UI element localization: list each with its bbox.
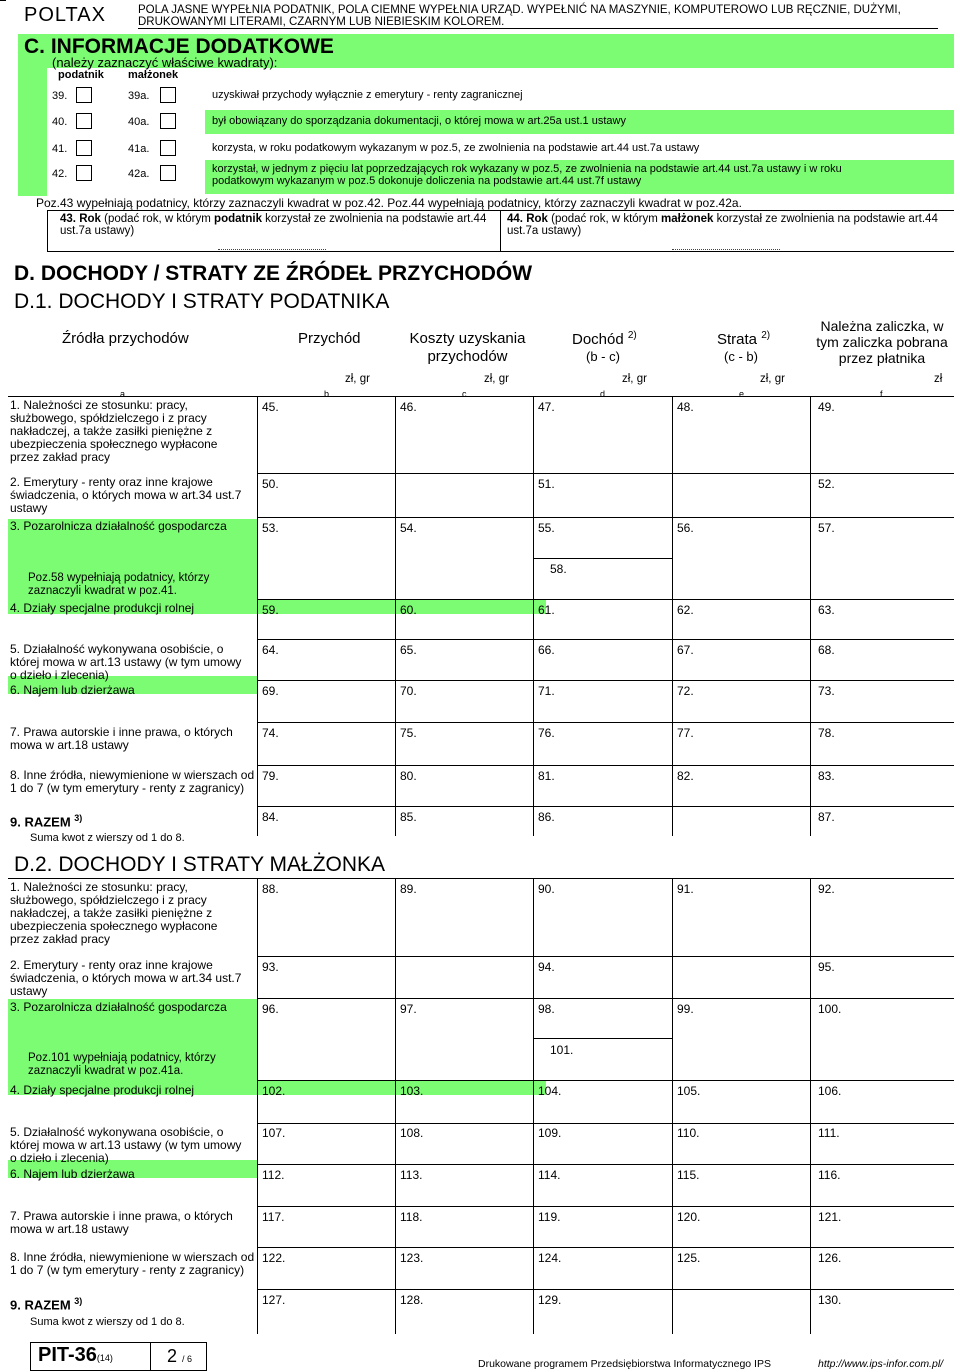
letter-f: f <box>880 389 883 399</box>
field-43-desc-b: korzystał ze zwolnienia na podstawie art.44 ust.7a ustawy) <box>60 213 487 237</box>
d1-cell-55[interactable]: 55. <box>538 521 555 535</box>
d2-row9-sub: Suma kwot z wierszy od 1 do 8. <box>30 1316 185 1328</box>
field-42-text: korzystał, w jednym z pięciu lat poprzedzających rok wykazany w poz.5, ze zwolnienia na podstawie art.44 ust.7a ustawy i w roku podatkowym wykazanym w poz.5 dokonuje doliczenia na podstawie art.44 ust.7f ustawy <box>212 163 842 187</box>
section-d2-title: D.2. DOCHODY I STRATY MAŁŻONKA <box>14 853 386 876</box>
d2-cell-105[interactable]: 105. <box>677 1084 701 1098</box>
footer-form-id <box>38 1344 113 1367</box>
d2-cell-125[interactable]: 125. <box>677 1251 701 1265</box>
footer-printer: Drukowane programem Przedsiębiorstwa Informatycznego IPS <box>478 1358 771 1370</box>
d1-row9-text: 9. RAZEM <box>10 814 71 830</box>
checkbox-41[interactable] <box>76 140 92 156</box>
unit-b: zł, gr <box>345 373 370 385</box>
d2-cell-115[interactable]: 115. <box>677 1168 700 1182</box>
d2-row6-label: 6. Najem lub dzierżawa <box>10 1167 135 1181</box>
d2-cell-123[interactable]: 123. <box>400 1251 424 1265</box>
field-39-label: 39. <box>52 90 68 102</box>
d1-grid-h0 <box>8 396 954 397</box>
d1-cell-56[interactable]: 56. <box>677 521 694 535</box>
d1-cell-52[interactable]: 52. <box>818 477 835 491</box>
d2-grid-v2 <box>395 878 396 1334</box>
d1-cell-71[interactable]: 71. <box>538 684 555 698</box>
d2-grid-h0 <box>8 878 954 879</box>
d2-cell-91[interactable]: 91. <box>677 882 694 896</box>
d2-grid-v5 <box>810 878 811 1334</box>
d1-grid-v1 <box>257 396 258 836</box>
d2-grid-h1 <box>257 956 954 957</box>
d2-row2-label: 2. Emerytury - renty oraz inne krajowe świadczenia, o których mowa w art.34 ust.7 ustawy <box>10 958 242 998</box>
d2-row4-label: 4. Działy specjalne produkcji rolnej <box>10 1083 195 1097</box>
d1-cell-84[interactable]: 84. <box>262 810 279 824</box>
d1-cell-80[interactable]: 80. <box>400 769 417 783</box>
d2-cell-103[interactable]: 103. <box>400 1084 424 1098</box>
unit-d: zł, gr <box>622 373 647 385</box>
field-43-input[interactable] <box>218 240 326 250</box>
d1-grid-h1 <box>257 473 954 474</box>
d1-grid-h4 <box>257 599 954 600</box>
footer-form-version: (14) <box>96 1353 113 1363</box>
th-dochod-sup: 2) <box>627 330 637 341</box>
d1-cell-81[interactable]: 81. <box>538 769 555 783</box>
d2-cell-89[interactable]: 89. <box>400 882 417 896</box>
d2-cell-94[interactable]: 94. <box>538 960 555 974</box>
field-42a-label: 42a. <box>128 168 150 180</box>
d1-grid-h8 <box>257 765 954 766</box>
letter-d: d <box>600 389 606 399</box>
unit-c: zł, gr <box>484 373 509 385</box>
d1-cell-51[interactable]: 51. <box>538 477 555 491</box>
letter-a: a <box>120 389 126 399</box>
d1-grid-h6 <box>257 680 954 681</box>
year-divider <box>500 210 501 252</box>
d1-row9-label <box>10 812 82 828</box>
d1-cell-83[interactable]: 83. <box>818 769 835 783</box>
d2-cell-128[interactable]: 128. <box>400 1293 424 1307</box>
d1-cell-74[interactable]: 74. <box>262 726 279 740</box>
d1-cell-46[interactable]: 46. <box>400 400 417 414</box>
d1-table <box>8 396 954 844</box>
d2-cell-93[interactable]: 93. <box>262 960 279 974</box>
d2-cell-102[interactable]: 102. <box>262 1084 286 1098</box>
d1-row2-label: 2. Emerytury - renty oraz inne krajowe świadczenia, o których mowa w art.34 ust.7 ustawy <box>10 475 242 515</box>
d2-grid-h8 <box>257 1247 954 1248</box>
d1-row3-label: 3. Pozarolnicza działalność gospodarcza <box>10 519 227 533</box>
d1-grid-h9 <box>257 806 954 807</box>
d1-row8-label: 8. Inne źródła, niewymienione w wierszach od 1 do 7 (w tym emerytury - renty z zagranicy) <box>10 768 255 795</box>
field-41-label: 41. <box>52 143 68 155</box>
d2-cell-130[interactable]: 130. <box>818 1293 842 1307</box>
d2-grid-v4 <box>672 878 673 1334</box>
header-note: POLA JASNE WYPEŁNIA PODATNIK, POLA CIEMNE WYPEŁNIA URZĄD. WYPEŁNIĆ NA MASZYNIE, KOMPUTEROWO LUB RĘCZNIE, DUŻYMI, DRUKOWANYMI LITERAMI, CZARNYM LUB NIEBIESKIM KOLOREM. <box>138 4 938 29</box>
d1-cell-77[interactable]: 77. <box>677 726 694 740</box>
d2-cell-113[interactable]: 113. <box>400 1168 423 1182</box>
field-40-text: był obowiązany do sporządzania dokumentacji, o której mowa w art.25a ust.1 ustawy <box>212 115 626 127</box>
d1-row3b-label: Poz.58 wypełniają podatnicy, którzy zaznaczyli kwadrat w poz.41. <box>28 572 210 597</box>
d2-cell-112[interactable]: 112. <box>262 1168 285 1182</box>
d2-cell-129[interactable]: 129. <box>538 1293 562 1307</box>
d1-row9-sub: Suma kwot z wierszy od 1 do 8. <box>30 832 185 844</box>
d2-cell-116[interactable]: 116. <box>818 1168 841 1182</box>
d1-cell-72[interactable]: 72. <box>677 684 694 698</box>
d2-cell-119[interactable]: 119. <box>538 1210 561 1224</box>
letter-e: e <box>739 389 745 399</box>
corner-mark <box>0 0 6 6</box>
checkbox-42a[interactable] <box>160 165 176 181</box>
th-zrodla: Źródła przychodów <box>62 330 189 347</box>
d1-cell-53[interactable]: 53. <box>262 521 279 535</box>
d1-cell-45[interactable]: 45. <box>262 400 279 414</box>
th-strata-sup: 2) <box>761 330 771 341</box>
d1-grid-v5 <box>810 396 811 836</box>
field-43-podatnik: podatnik <box>214 213 262 225</box>
d1-cell-64[interactable]: 64. <box>262 643 279 657</box>
d1-row1-label: 1. Należności ze stosunku: pracy, służbowego, spółdzielczego i z pracy nakładczej, a także zasiłki pieniężne z ubezpieczenia społecznego wypłacone przez zakład pracy <box>10 398 218 464</box>
d2-cell-121[interactable]: 121. <box>818 1210 842 1224</box>
d1-grid-v4 <box>672 396 673 836</box>
d1-cell-69[interactable]: 69. <box>262 684 279 698</box>
d1-cell-49[interactable]: 49. <box>818 400 835 414</box>
d1-cell-67[interactable]: 67. <box>677 643 694 657</box>
d2-cell-98[interactable]: 98. <box>538 1002 555 1016</box>
d2-cell-107[interactable]: 107. <box>262 1126 286 1140</box>
d2-grid-v1 <box>257 878 258 1334</box>
field-39-text: uzyskiwał przychody wyłącznie z emerytury - renty zagranicznej <box>212 89 523 101</box>
footer-form-name: PIT-36 <box>38 1344 97 1366</box>
footer-url[interactable]: http://www.ips-infor.com.pl/ <box>818 1358 944 1370</box>
d2-table <box>8 878 954 1334</box>
d2-cell-126[interactable]: 126. <box>818 1251 842 1265</box>
d1-cell-62[interactable]: 62. <box>677 603 694 617</box>
d1-cell-70[interactable]: 70. <box>400 684 417 698</box>
d2-row9-label <box>10 1295 82 1311</box>
footer-page <box>167 1346 192 1367</box>
th-strata-sub: (c - b) <box>724 349 758 364</box>
d1-row9-sup: 3) <box>74 813 83 823</box>
d1-cell-48[interactable]: 48. <box>677 400 694 414</box>
d2-grid-h6 <box>257 1164 954 1165</box>
th-koszty: Koszty uzyskania przychodów <box>409 330 526 365</box>
d1-cell-82[interactable]: 82. <box>677 769 694 783</box>
d2-cell-92[interactable]: 92. <box>818 882 835 896</box>
d2-cell-118[interactable]: 118. <box>400 1210 423 1224</box>
d2-grid-h2 <box>257 998 954 999</box>
letter-c: c <box>462 389 467 399</box>
checkbox-42[interactable] <box>76 165 92 181</box>
d2-row9-text: 9. RAZEM <box>10 1297 71 1313</box>
d1-row5-label: 5. Działalność wykonywana osobiście, o której mowa w art.13 ustawy (w tym umowy o dzieło i zlecenia) <box>10 642 242 682</box>
d2-cell-109[interactable]: 109. <box>538 1126 562 1140</box>
logo: POLTAX <box>24 4 106 26</box>
field-44-num: 44. <box>507 213 523 225</box>
field-44-desc-a: (podać rok, w którym <box>547 213 662 225</box>
field-39a-label: 39a. <box>128 90 150 102</box>
th-dochod <box>572 330 637 348</box>
d1-cell-63[interactable]: 63. <box>818 603 835 617</box>
d2-cell-97[interactable]: 97. <box>400 1002 417 1016</box>
th-przychod: Przychód <box>298 330 361 347</box>
d1-grid-h2 <box>257 517 954 518</box>
d1-cell-58[interactable]: 58. <box>550 562 567 576</box>
d2-cell-124[interactable]: 124. <box>538 1251 562 1265</box>
d1-cell-85[interactable]: 85. <box>400 810 417 824</box>
th-dochod-label: Dochód <box>572 331 624 348</box>
th-zaliczka: Należna zaliczka, w tym zaliczka pobrana przez płatnika <box>816 318 948 366</box>
d1-cell-50[interactable]: 50. <box>262 477 279 491</box>
letter-b: b <box>324 389 330 399</box>
d1-cell-75[interactable]: 75. <box>400 726 417 740</box>
unit-f: zł <box>934 373 943 385</box>
d2-cell-101[interactable]: 101. <box>550 1043 574 1057</box>
field-43-rok: Rok <box>76 213 101 225</box>
poz-note: Poz.43 wypełniają podatnicy, którzy zaznaczyli kwadrat w poz.42. Poz.44 wypełniają podatnicy, którzy zaznaczyli kwadrat w poz.42a. <box>36 196 742 210</box>
d1-cell-60[interactable]: 60. <box>400 603 417 617</box>
d2-grid-h3 <box>533 1038 672 1039</box>
d2-grid-h9 <box>257 1289 954 1290</box>
d2-grid-h5 <box>257 1123 954 1124</box>
field-44-input[interactable] <box>672 240 780 250</box>
d1-grid-v2 <box>395 396 396 836</box>
field-44-desc-b: korzystał ze zwolnienia na podstawie art.44 ust.7a ustawy) <box>507 213 938 237</box>
d1-cell-47[interactable]: 47. <box>538 400 555 414</box>
unit-e: zł, gr <box>760 373 785 385</box>
section-c-subtitle: (należy zaznaczyć właściwe kwadraty): <box>52 55 278 70</box>
d1-cell-59[interactable]: 59. <box>262 603 279 617</box>
d1-cell-54[interactable]: 54. <box>400 521 417 535</box>
d1-cell-86[interactable]: 86. <box>538 810 555 824</box>
d1-grid-h5 <box>257 639 954 640</box>
d1-row7-label: 7. Prawa autorskie i inne prawa, o których mowa w art.18 ustawy <box>10 725 233 752</box>
field-43-label <box>60 213 490 237</box>
d2-row8-label: 8. Inne źródła, niewymienione w wierszach od 1 do 7 (w tym emerytury - renty z zagranicy) <box>10 1250 255 1277</box>
th-strata <box>717 330 770 348</box>
d2-row1-label: 1. Należności ze stosunku: pracy, służbowego, spółdzielczego i z pracy nakładczej, a także zasiłki pieniężne z ubezpieczenia społecznego wypłacone przez zakład pracy <box>10 880 218 946</box>
checkbox-39[interactable] <box>76 87 92 103</box>
d1-cell-76[interactable]: 76. <box>538 726 555 740</box>
d2-cell-88[interactable]: 88. <box>262 882 279 896</box>
d2-cell-114[interactable]: 114. <box>538 1168 561 1182</box>
checkbox-40a[interactable] <box>160 113 176 129</box>
section-d-title: D. DOCHODY / STRATY ZE ŹRÓDEŁ PRZYCHODÓW <box>14 262 533 285</box>
d2-cell-122[interactable]: 122. <box>262 1251 286 1265</box>
d1-cell-57[interactable]: 57. <box>818 521 835 535</box>
d2-cell-96[interactable]: 96. <box>262 1002 279 1016</box>
checkbox-40[interactable] <box>76 113 92 129</box>
footer-page-total: / 6 <box>182 1354 193 1364</box>
d2-row3b-label: Poz.101 wypełniają podatnicy, którzy zaznaczyli kwadrat w poz.41a. <box>28 1052 216 1077</box>
d1-cell-65[interactable]: 65. <box>400 643 417 657</box>
d2-cell-95[interactable]: 95. <box>818 960 835 974</box>
d2-cell-120[interactable]: 120. <box>677 1210 701 1224</box>
d2-grid-h7 <box>257 1206 954 1207</box>
field-42-label: 42. <box>52 168 68 180</box>
d2-cell-108[interactable]: 108. <box>400 1126 424 1140</box>
d1-row4-label: 4. Działy specjalne produkcji rolnej <box>10 601 195 615</box>
footer-divider <box>150 1342 151 1371</box>
d2-row9-sup: 3) <box>74 1296 83 1306</box>
d2-grid-v3 <box>533 878 534 1334</box>
d2-grid-h4 <box>257 1080 954 1081</box>
col-podatnik: podatnik <box>58 69 104 81</box>
d2-row5-label: 5. Działalność wykonywana osobiście, o której mowa w art.13 ustawy (w tym umowy o dzieło i zlecenia) <box>10 1125 242 1165</box>
d2-cell-117[interactable]: 117. <box>262 1210 285 1224</box>
field-41-text: korzysta, w roku podatkowym wykazanym w poz.5, ze zwolnienia na podstawie art.44 ust.7a ustawy <box>212 142 700 154</box>
field-44-label <box>507 213 947 237</box>
d2-cell-127[interactable]: 127. <box>262 1293 286 1307</box>
d2-row7-label: 7. Prawa autorskie i inne prawa, o których mowa w art.18 ustawy <box>10 1209 233 1236</box>
d1-cell-73[interactable]: 73. <box>818 684 835 698</box>
field-43-num: 43. <box>60 213 76 225</box>
d2-cell-110[interactable]: 110. <box>677 1126 700 1140</box>
th-strata-label: Strata <box>717 331 758 348</box>
field-40-label: 40. <box>52 116 68 128</box>
d2-cell-100[interactable]: 100. <box>818 1002 842 1016</box>
d1-grid-v3 <box>533 396 534 836</box>
d2-cell-104[interactable]: 104. <box>538 1084 562 1098</box>
section-d1-title: D.1. DOCHODY I STRATY PODATNIKA <box>14 290 390 313</box>
field-41a-label: 41a. <box>128 143 150 155</box>
d1-cell-78[interactable]: 78. <box>818 726 835 740</box>
d1-cell-66[interactable]: 66. <box>538 643 555 657</box>
d2-row3-label: 3. Pozarolnicza działalność gospodarcza <box>10 1000 227 1014</box>
col-malzonek: małżonek <box>128 69 179 81</box>
checkbox-39a[interactable] <box>160 87 176 103</box>
d1-grid-h3 <box>533 558 672 559</box>
d2-cell-111[interactable]: 111. <box>818 1126 840 1140</box>
field-44-malzonek: małżonek <box>661 213 714 225</box>
field-40a-label: 40a. <box>128 116 150 128</box>
d2-cell-99[interactable]: 99. <box>677 1002 694 1016</box>
d1-cell-79[interactable]: 79. <box>262 769 279 783</box>
d1-grid-h7 <box>257 722 954 723</box>
d1-row6-label: 6. Najem lub dzierżawa <box>10 683 135 697</box>
checkbox-41a[interactable] <box>160 140 176 156</box>
d1-cell-68[interactable]: 68. <box>818 643 835 657</box>
footer-page-num: 2 <box>167 1346 178 1366</box>
th-dochod-sub: (b - c) <box>586 349 620 364</box>
d2-cell-90[interactable]: 90. <box>538 882 555 896</box>
section-c-title: C. INFORMACJE DODATKOWE <box>24 35 334 58</box>
d2-cell-106[interactable]: 106. <box>818 1084 842 1098</box>
d1-cell-87[interactable]: 87. <box>818 810 835 824</box>
field-44-rok: Rok <box>523 213 548 225</box>
field-43-desc-a: (podać rok, w którym <box>100 213 215 225</box>
d1-cell-61[interactable]: 61. <box>538 603 555 617</box>
